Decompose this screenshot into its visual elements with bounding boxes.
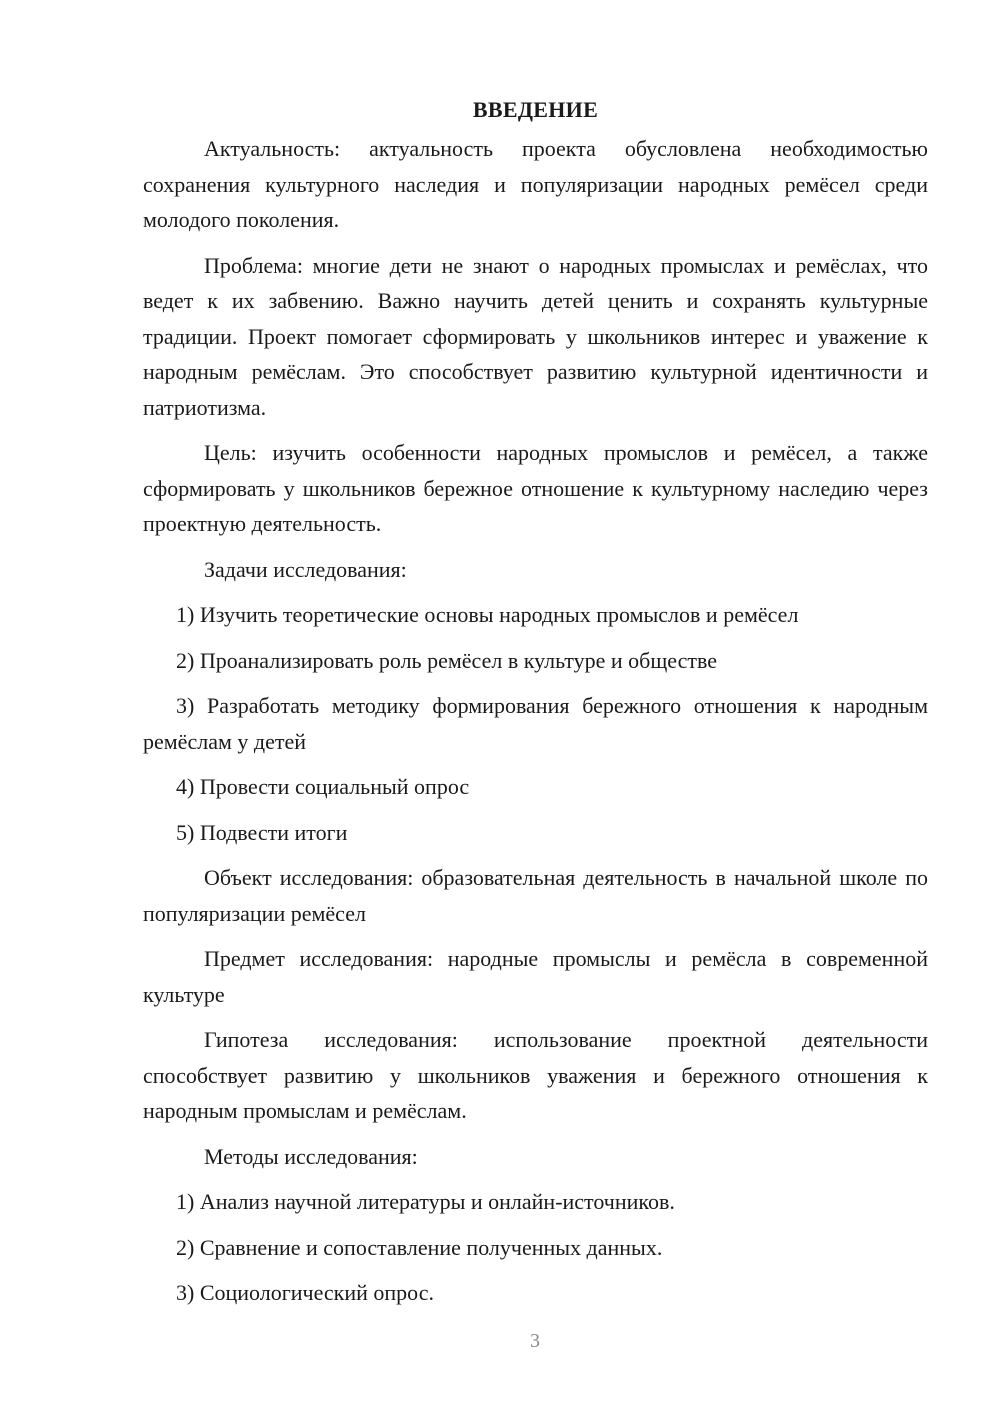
object-paragraph: Объект исследования: образовательная деятельность в начальной школе по популяризации ремёсел bbox=[143, 865, 928, 926]
task-item: 4) Провести социальный опрос bbox=[176, 774, 470, 799]
task-item: 3) Разработать методику формирования бережного отношения к народным ремёслам у детей bbox=[143, 693, 928, 754]
section-title: ВВЕДЕНИЕ bbox=[472, 97, 599, 122]
task-item: 2) Проанализировать роль ремёсел в культуре и обществе bbox=[176, 647, 717, 673]
method-item: 1) Анализ научной литературы и онлайн-источников. bbox=[176, 1189, 675, 1214]
relevance-paragraph: Актуальность: актуальность проекта обусловлена необходимостью сохранения культурного наследия и популяризации народных ремёсел среди молодого поколения. bbox=[143, 136, 928, 232]
document-page bbox=[143, 92, 928, 1321]
goal-paragraph: Цель: изучить особенности народных промыслов и ремёсел, а также сформировать у школьников бережное отношение к культурному наследию через проектную деятельность. bbox=[143, 440, 928, 536]
hypothesis-paragraph: Гипотеза исследования: использование проектной деятельности способствует развитию у школьников уважения и бережного отношения к народным промыслам и ремёслам. bbox=[143, 1027, 928, 1123]
method-item: 3) Социологический опрос. bbox=[176, 1280, 434, 1305]
problem-paragraph: Проблема: многие дети не знают о народных промыслах и ремёслах, что ведет к их забвению. Важно научить детей ценить и сохранять культурные традиции. Проект помогает сформировать у школьников интерес и уважение к народным ремёслам. Это способствует развитию культурной идентичности и патриотизма. bbox=[143, 252, 928, 420]
subject-paragraph: Предмет исследования: народные промыслы и ремёсла в современной культуре bbox=[143, 946, 928, 1007]
tasks-heading: Задачи исследования: bbox=[204, 556, 407, 582]
method-item: 2) Сравнение и сопоставление полученных данных. bbox=[176, 1234, 663, 1260]
page-number: 3 bbox=[530, 1330, 540, 1352]
task-item: 1) Изучить теоретические основы народных промыслов и ремёсел bbox=[176, 602, 799, 627]
methods-heading: Методы исследования: bbox=[204, 1143, 418, 1169]
task-item: 5) Подвести итоги bbox=[176, 819, 348, 845]
